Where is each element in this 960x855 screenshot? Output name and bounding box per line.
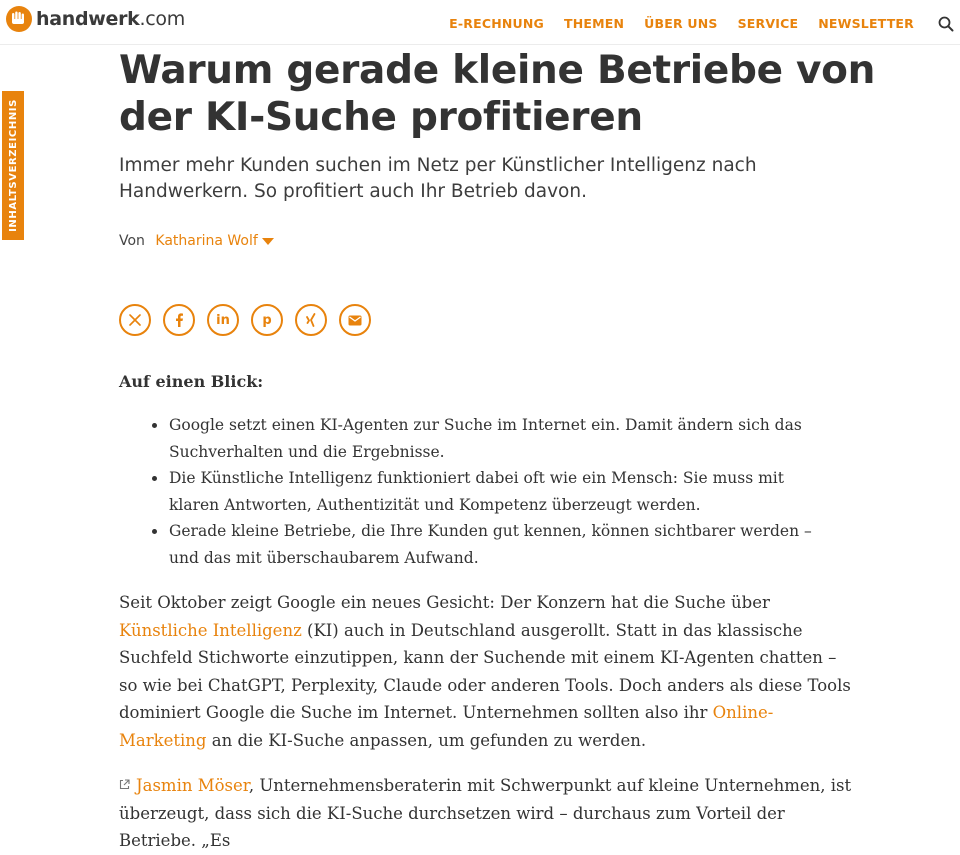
nav-e-rechnung[interactable]: E-RECHNUNG [449, 16, 544, 31]
share-bar [119, 304, 879, 336]
site-logo[interactable] [6, 6, 185, 32]
site-header [0, 0, 960, 45]
article [119, 47, 879, 855]
facebook-icon[interactable] [163, 304, 195, 336]
article-title: Warum gerade kleine Betriebe von der KI-Suche profitieren [119, 48, 876, 140]
nav-themen[interactable]: THEMEN [563, 16, 625, 31]
link-jasmin-moeser[interactable]: Jasmin Möser [136, 776, 249, 795]
glance-list [119, 412, 879, 571]
link-online-marketing[interactable]: Online-Marketing [119, 703, 774, 750]
toc-label: INHALTSVERZEICHNIS [7, 99, 19, 232]
x-icon[interactable] [119, 304, 151, 336]
toc-tab[interactable] [2, 91, 24, 240]
glance-title: Auf einen Blick: [119, 372, 264, 391]
email-icon[interactable] [339, 304, 371, 336]
external-link-icon [119, 779, 130, 790]
main-nav [429, 16, 914, 31]
logo-brand: handwerk [36, 8, 140, 30]
nav-newsletter[interactable]: NEWSLETTER [818, 16, 914, 31]
author-name: Katharina Wolf [155, 233, 258, 249]
paragraph-text: an die KI-Suche anpassen, um gefunden zu werden. [206, 730, 647, 750]
author-line [119, 233, 879, 249]
xing-icon[interactable] [295, 304, 327, 336]
list-item: Die Künstliche Intelligenz funktioniert dabei oft wie ein Mensch: Sie muss mit klaren Antworten, Authentizität und Kompetenz überzeugt werden. [169, 465, 879, 518]
paragraph-text: , Unternehmensberaterin mit Schwerpunkt auf kleine Unternehmen, ist überzeugt, dass sich die KI-Suche durchsetzen wird – durchaus zum Vorteil der Betriebe. „Es [119, 776, 852, 850]
author-prefix: Von [119, 233, 145, 249]
nav-ueber-uns[interactable]: ÜBER UNS [644, 16, 718, 31]
logo-hand-icon [6, 6, 32, 32]
article-subtitle: Immer mehr Kunden suchen im Netz per Künstlicher Intelligenz nach Handwerkern. So profitiert auch Ihr Betrieb davon. [119, 155, 757, 202]
search-icon[interactable] [938, 16, 954, 32]
paragraph-text: (KI) auch in Deutschland ausgerollt. Statt in das klassische Suchfeld Stichworte einzutippen, kann der Suchende mit einem KI-Agenten chatten – so wie bei ChatGPT, Perplexity, Claude oder anderen Tools. Doch anders als diese Tools dominiert Google die Suche im Internet. Unternehmen sollten also ihr [119, 620, 851, 722]
paragraph-quote [119, 772, 879, 855]
list-item: Google setzt einen KI-Agenten zur Suche im Internet ein. Damit ändern sich das Suchverhalten und die Ergebnisse. [169, 412, 879, 465]
list-item: Gerade kleine Betriebe, die Ihre Kunden gut kennen, können sichtbarer werden – und das mit überschaubarem Aufwand. [169, 518, 879, 571]
paragraph-text: Seit Oktober zeigt Google ein neues Gesicht: Der Konzern hat die Suche über [119, 593, 770, 612]
logo-text [36, 8, 185, 30]
pinterest-icon[interactable]: p [251, 304, 283, 336]
paragraph-intro [119, 589, 879, 754]
author-link[interactable] [155, 233, 273, 249]
caret-down-icon [262, 238, 274, 245]
linkedin-icon[interactable]: in [207, 304, 239, 336]
link-kuenstliche-intelligenz[interactable]: Künstliche Intelligenz [119, 620, 302, 640]
logo-suffix: .com [139, 8, 185, 30]
nav-service[interactable]: SERVICE [737, 16, 799, 31]
